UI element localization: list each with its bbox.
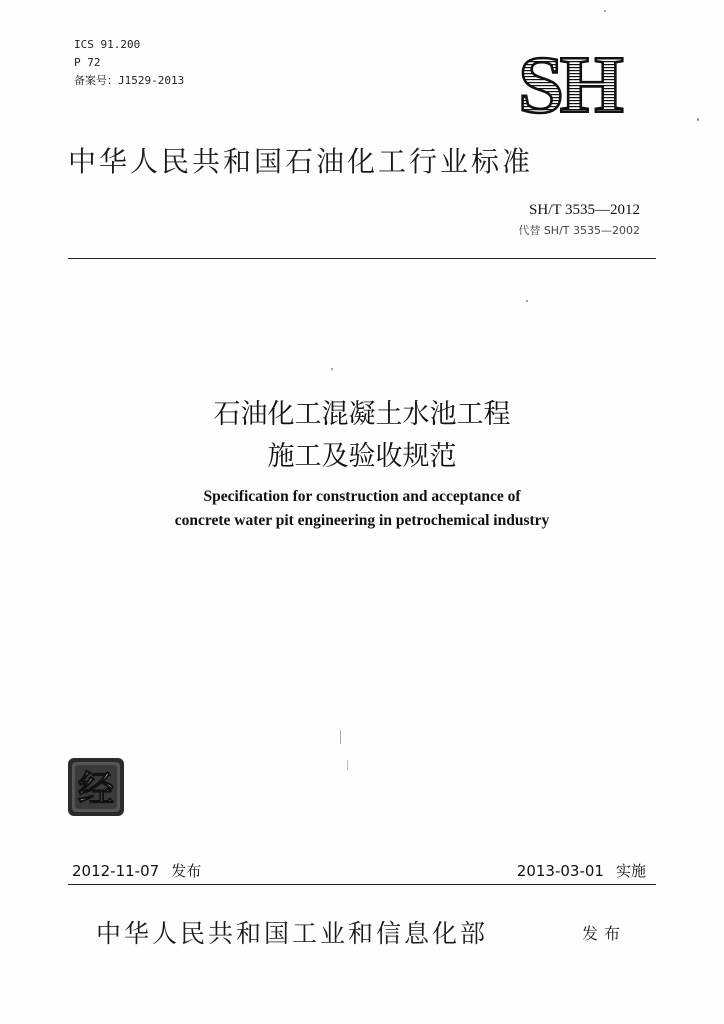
category-code: P 72 [74, 56, 101, 69]
sh-logo [494, 46, 644, 118]
replaced-standard: 代替 SH/T 3535—2002 [518, 224, 640, 237]
implement-date-block [517, 860, 646, 881]
scan-speck [604, 10, 606, 12]
document-title-en-line1: Specification for construction and acceptance of [203, 488, 521, 505]
record-number: 备案号：J1529-2013 [74, 74, 185, 87]
header-divider [68, 258, 656, 259]
document-title-cn-line2: 施工及验收规范 [267, 441, 457, 472]
issue-label: 发布 [171, 862, 202, 880]
seal-glyph: 经 [77, 769, 115, 810]
sh-logo-graphic [494, 46, 644, 118]
publisher-seal [66, 756, 126, 818]
footer-divider [68, 884, 656, 885]
implement-date: 2013-03-01 [516, 862, 604, 880]
document-title-en-line2: concrete water pit engineering in petrochemical industry [174, 512, 550, 529]
sh-logo-text: SH [518, 46, 620, 118]
document-title-cn-line1: 石油化工混凝土水池工程 [213, 399, 511, 430]
scan-speck [526, 300, 528, 302]
scan-speck [331, 368, 333, 370]
publisher-suffix: 发布 [582, 924, 627, 943]
scan-speck [340, 730, 341, 744]
publisher-name: 中华人民共和国工业和信息化部 [96, 919, 489, 948]
scan-speck [697, 118, 699, 121]
classification-block [74, 36, 184, 90]
scan-speck [347, 760, 348, 770]
standard-category-title: 中华人民共和国石油化工行业标准 [68, 145, 534, 178]
standard-number: SH/T 3535—2012 [529, 202, 640, 218]
issue-date: 2012-11-07 [72, 862, 160, 880]
issue-date-block [72, 860, 201, 881]
ics-code: ICS 91.200 [74, 38, 141, 51]
implement-label: 实施 [615, 862, 646, 880]
seal-graphic [66, 756, 126, 818]
